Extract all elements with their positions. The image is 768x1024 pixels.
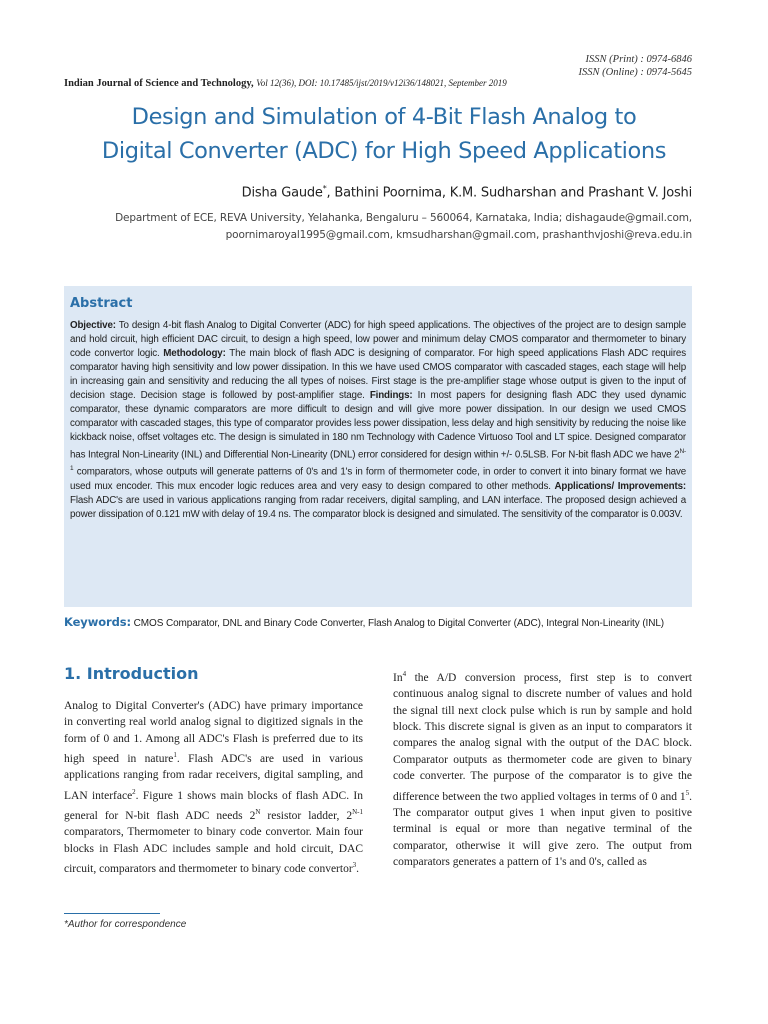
affiliation-line-1: Department of ECE, REVA University, Yelahanka, Bengaluru – 560064, Karnataka, India; dishagaude@gmail.com,: [115, 212, 692, 224]
citation-link-4[interactable]: 4: [402, 670, 407, 678]
citation-link-5[interactable]: 5: [685, 788, 690, 797]
affiliation-line-2: poornimaroyal1995@gmail.com, kmsudharshan@gmail.com, prashanthvjoshi@reva.edu.in: [225, 229, 692, 241]
author-list: [242, 184, 692, 200]
issn-block: [579, 53, 692, 79]
methodology-text: The main block of flash ADC is designing of comparator. For high speed applications Flash ADC requires comparator having high sensitivity and low power dissipation. In this we have used CMOS comparator with cascaded stages, each stage will help in increasing gain and sensitivity and reducing the all types of noises. First stage is the pre-amplifier stage whose output is given to the input of decision stage. Decision stage is followed by post-amplifier stage.: [70, 348, 686, 401]
section-heading-introduction: 1. Introduction: [64, 664, 199, 683]
intro-right-text-1: In: [393, 671, 403, 684]
intro-right-text-3: . The comparator output gives 1 when input given to positive terminal is equal or more than negative terminal of the comparator, otherwise it will give zero. The output from comparators generates a pattern of 1's and 0's, called as: [393, 790, 692, 869]
findings-label: Findings:: [369, 390, 413, 401]
citation-link-2[interactable]: 2: [132, 787, 136, 796]
journal-citation: [64, 78, 507, 89]
paper-title: [40, 100, 728, 168]
abstract-heading: Abstract: [70, 296, 133, 311]
intro-left-text-6: .: [356, 862, 360, 875]
affiliation: [52, 210, 692, 244]
issn-print: ISSN (Print) : 0974-6846: [585, 54, 692, 65]
correspondence-mark: *: [322, 184, 327, 193]
intro-left-text-4: resistor ladder, 2: [260, 809, 353, 822]
footnote-divider: [64, 913, 160, 914]
intro-left-text-1: Analog to Digital Converter's (ADC) have primary importance in converting real world analog signal to digitized signals in the form of 0 and 1. Among all ADC's Flash is preferred due to its high speed in nature: [64, 700, 363, 766]
intro-left-text-5: comparators, Thermometer to binary code convertor. Main four blocks in Flash ADC includes sample and hold circuit, DAC circuit, comparators and thermometer to binary code convertor: [64, 826, 363, 875]
superscript-n-minus-1: N-1: [352, 808, 363, 817]
objective-text: To design 4-bit flash Analog to Digital Converter (ADC) for high speed applications. The objectives of the project are to design sample and hold circuit, high efficient DAC circuit, to design a high speed, low power and minimum delay CMOS comparator and thermometer to binary code convertor logic.: [70, 320, 686, 359]
intro-left-text-2: . Flash ADC's are used in various applications ranging from radar receivers, digital sampling, and LAN interface: [64, 753, 363, 802]
intro-column-right: [393, 666, 692, 871]
citation-link-3[interactable]: 3: [352, 861, 357, 870]
journal-meta: Vol 12(36), DOI: 10.17485/ijst/2019/v12i36/148021, September 2019: [256, 78, 507, 88]
abstract-text: [70, 319, 686, 522]
title-line-1: Design and Simulation of 4-Bit Flash Analog to: [131, 104, 637, 130]
intro-right-text-2: the A/D conversion process, first step is to convert continuous analog signal to discrete number of values and hold the signal till next clock pulse which is run by sample and hold block. This discrete signal is given as an input to comparators it compares the analog signal with the output of the DAC block. Comparator outputs as thermometer code are given to binary code converter. The purpose of the comparator is to give the difference between the two applied voltages in terms of 0 and 1: [393, 671, 692, 803]
keywords: [64, 614, 692, 632]
issn-online: ISSN (Online) : 0974-5645: [578, 67, 692, 78]
findings-text-a: In most papers for designing flash ADC they used dynamic comparator, these dynamic comparators are more difficult to design and will give more power dissipation. In our design we used CMOS comparator with cascaded stages, this type of comparator provides less power dissipation, less delay and high sensitivity by reducing the noise like kickback noise, offset voltages etc. The design is simulated in 180 nm Technology with Cadence Virtuoso Tool and LT spice. Designed comparator has Integral Non-Linearity (INL) and Differential Non-Linearity (DNL) error considered for design within +/- 0.5LSB. For N-bit flash ADC we have 2: [70, 390, 687, 461]
correspondence-footnote: *Author for correspondence: [64, 919, 187, 930]
abstract-box: [64, 286, 692, 607]
intro-left-text-3: . Figure 1 shows main blocks of flash ADC. In general for N-bit flash ADC needs 2: [64, 789, 363, 822]
keywords-text: CMOS Comparator, DNL and Binary Code Converter, Flash Analog to Digital Converter (ADC), Integral Non-Linearity (INL): [130, 618, 665, 629]
citation-link-1[interactable]: 1: [173, 751, 177, 760]
objective-label: Objective:: [70, 320, 116, 331]
applications-text: Flash ADC's are used in various applications ranging from radar receivers, digital sampling, and LAN interface. The proposed design achieved a power dissipation of 0.121 mW with delay of 19.4 ns. The comparator block is designed and simulated. The sensitivity of the comparator is 0.003V.: [70, 494, 686, 520]
applications-label: Applications/ Improvements:: [554, 480, 686, 492]
title-line-2: Digital Converter (ADC) for High Speed Applications: [101, 138, 667, 164]
journal-name: Indian Journal of Science and Technology,: [64, 78, 254, 89]
author-rest: , Bathini Poornima, K.M. Sudharshan and Prashant V. Joshi: [326, 185, 692, 201]
intro-column-left: [64, 698, 363, 877]
findings-text-b: comparators, whose outputs will generate patterns of 0's and 1's in form of thermometer code, in order to convert it into binary format we have used mux encoder. This mux encoder logic reduces area and very easy to design compared to other methods.: [70, 466, 686, 492]
keywords-label: Keywords:: [64, 615, 131, 629]
methodology-label: Methodology:: [163, 348, 226, 359]
findings-superscript: N-1: [70, 448, 686, 473]
superscript-n: N: [255, 808, 261, 817]
author-first: Disha Gaude: [241, 185, 323, 201]
